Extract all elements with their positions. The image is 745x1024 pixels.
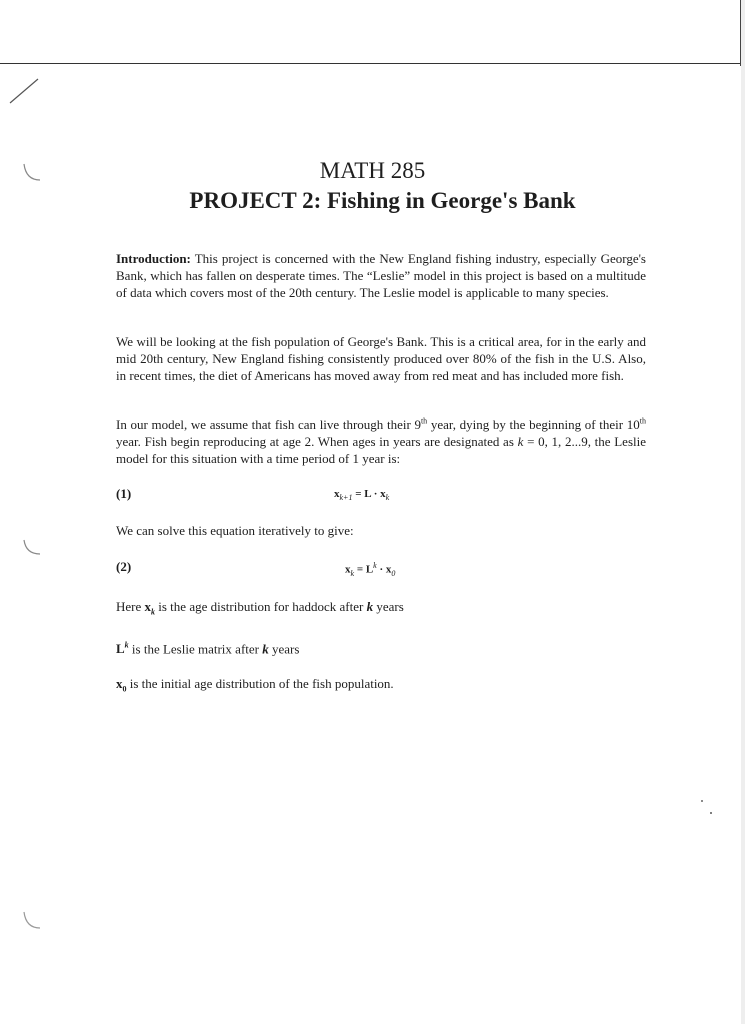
equation-2-number: (2) (116, 559, 132, 574)
def3-text: is the initial age distribution of the fish population. (126, 676, 394, 691)
eq1-mid: = L · x (352, 488, 386, 500)
eq2-superscript: k (373, 561, 377, 570)
def2-end: years (268, 641, 300, 657)
eq2-subscript-lhs: k (350, 568, 355, 578)
eq1-subscript-lhs: k+1 (339, 493, 353, 503)
equation-2 (345, 561, 395, 578)
equation-1-number: (1) (116, 486, 132, 501)
ordinal-suffix: th (420, 416, 428, 426)
page-top-edge-line (0, 63, 740, 64)
definition-xk (116, 598, 404, 621)
eq2-mid: = L (354, 563, 374, 576)
def1-text: is the age distribution for haddock after (155, 599, 367, 614)
pen-stroke-mark (6, 76, 42, 106)
binder-hole-middle (20, 536, 44, 564)
def1-k: k (366, 599, 374, 614)
def1-subscript: k (151, 607, 156, 617)
definition-lk (116, 637, 299, 657)
intro-text: This project is concerned with the New England fishing industry, especially George's Bank, which has fallen on desperate times. The “Leslie” model in this project is based on a multitude of data which covers most of the 20th century. The Leslie model is applicable to many species. (116, 251, 646, 300)
def3-x: x (116, 676, 123, 691)
eq2-subscript-rhs: 0 (391, 568, 396, 578)
solve-text: We can solve this equation iteratively to give: (116, 523, 354, 538)
equation-1 (334, 488, 389, 502)
eq2-tail: · x (376, 563, 392, 576)
variable-k: k (517, 434, 524, 449)
eq1-x: x (334, 488, 340, 500)
definition-x0 (116, 675, 394, 698)
def1-x: x (144, 599, 152, 614)
intro-label: Introduction: (116, 251, 191, 266)
intro-paragraph (116, 250, 646, 301)
scan-margin-strip (741, 0, 745, 1024)
def2-text: is the Leslie matrix after (128, 641, 263, 657)
eq1-subscript-rhs: k (385, 493, 390, 503)
model-text-c: year. Fish begin reproducing at age 2. When ages in years are designated as (116, 434, 518, 449)
model-paragraph (116, 416, 646, 467)
course-title: MATH 285 (319, 158, 426, 183)
def2-L: L (116, 641, 125, 657)
def1-end: years (373, 599, 404, 614)
binder-hole-bottom (20, 908, 44, 936)
model-text-a: In our model, we assume that fish can live through their 9 (116, 417, 421, 432)
def1-prefix: Here (116, 599, 145, 614)
model-text-d: = 0, 1, 2...9, the Leslie model for this situation with a time period of 1 year is: (116, 434, 647, 466)
ordinal-suffix: th (639, 416, 646, 426)
scan-speck (710, 812, 712, 814)
def2-superscript: k (124, 641, 129, 650)
population-paragraph: We will be looking at the fish population of George's Bank. This is a critical area, for in the early and mid 20th century, New England fishing consistently produced over 80% of the fish in the U.S. Also, in recent times, the diet of Americans has moved away from red meat and has included more fish. (116, 334, 646, 383)
def3-subscript: 0 (122, 684, 127, 694)
model-text-b: year, dying by the beginning of their 10 (427, 417, 640, 432)
project-title: PROJECT 2: Fishing in George's Bank (189, 188, 576, 213)
def2-k: k (262, 641, 269, 657)
scan-speck (701, 800, 703, 802)
eq2-x: x (345, 563, 351, 576)
